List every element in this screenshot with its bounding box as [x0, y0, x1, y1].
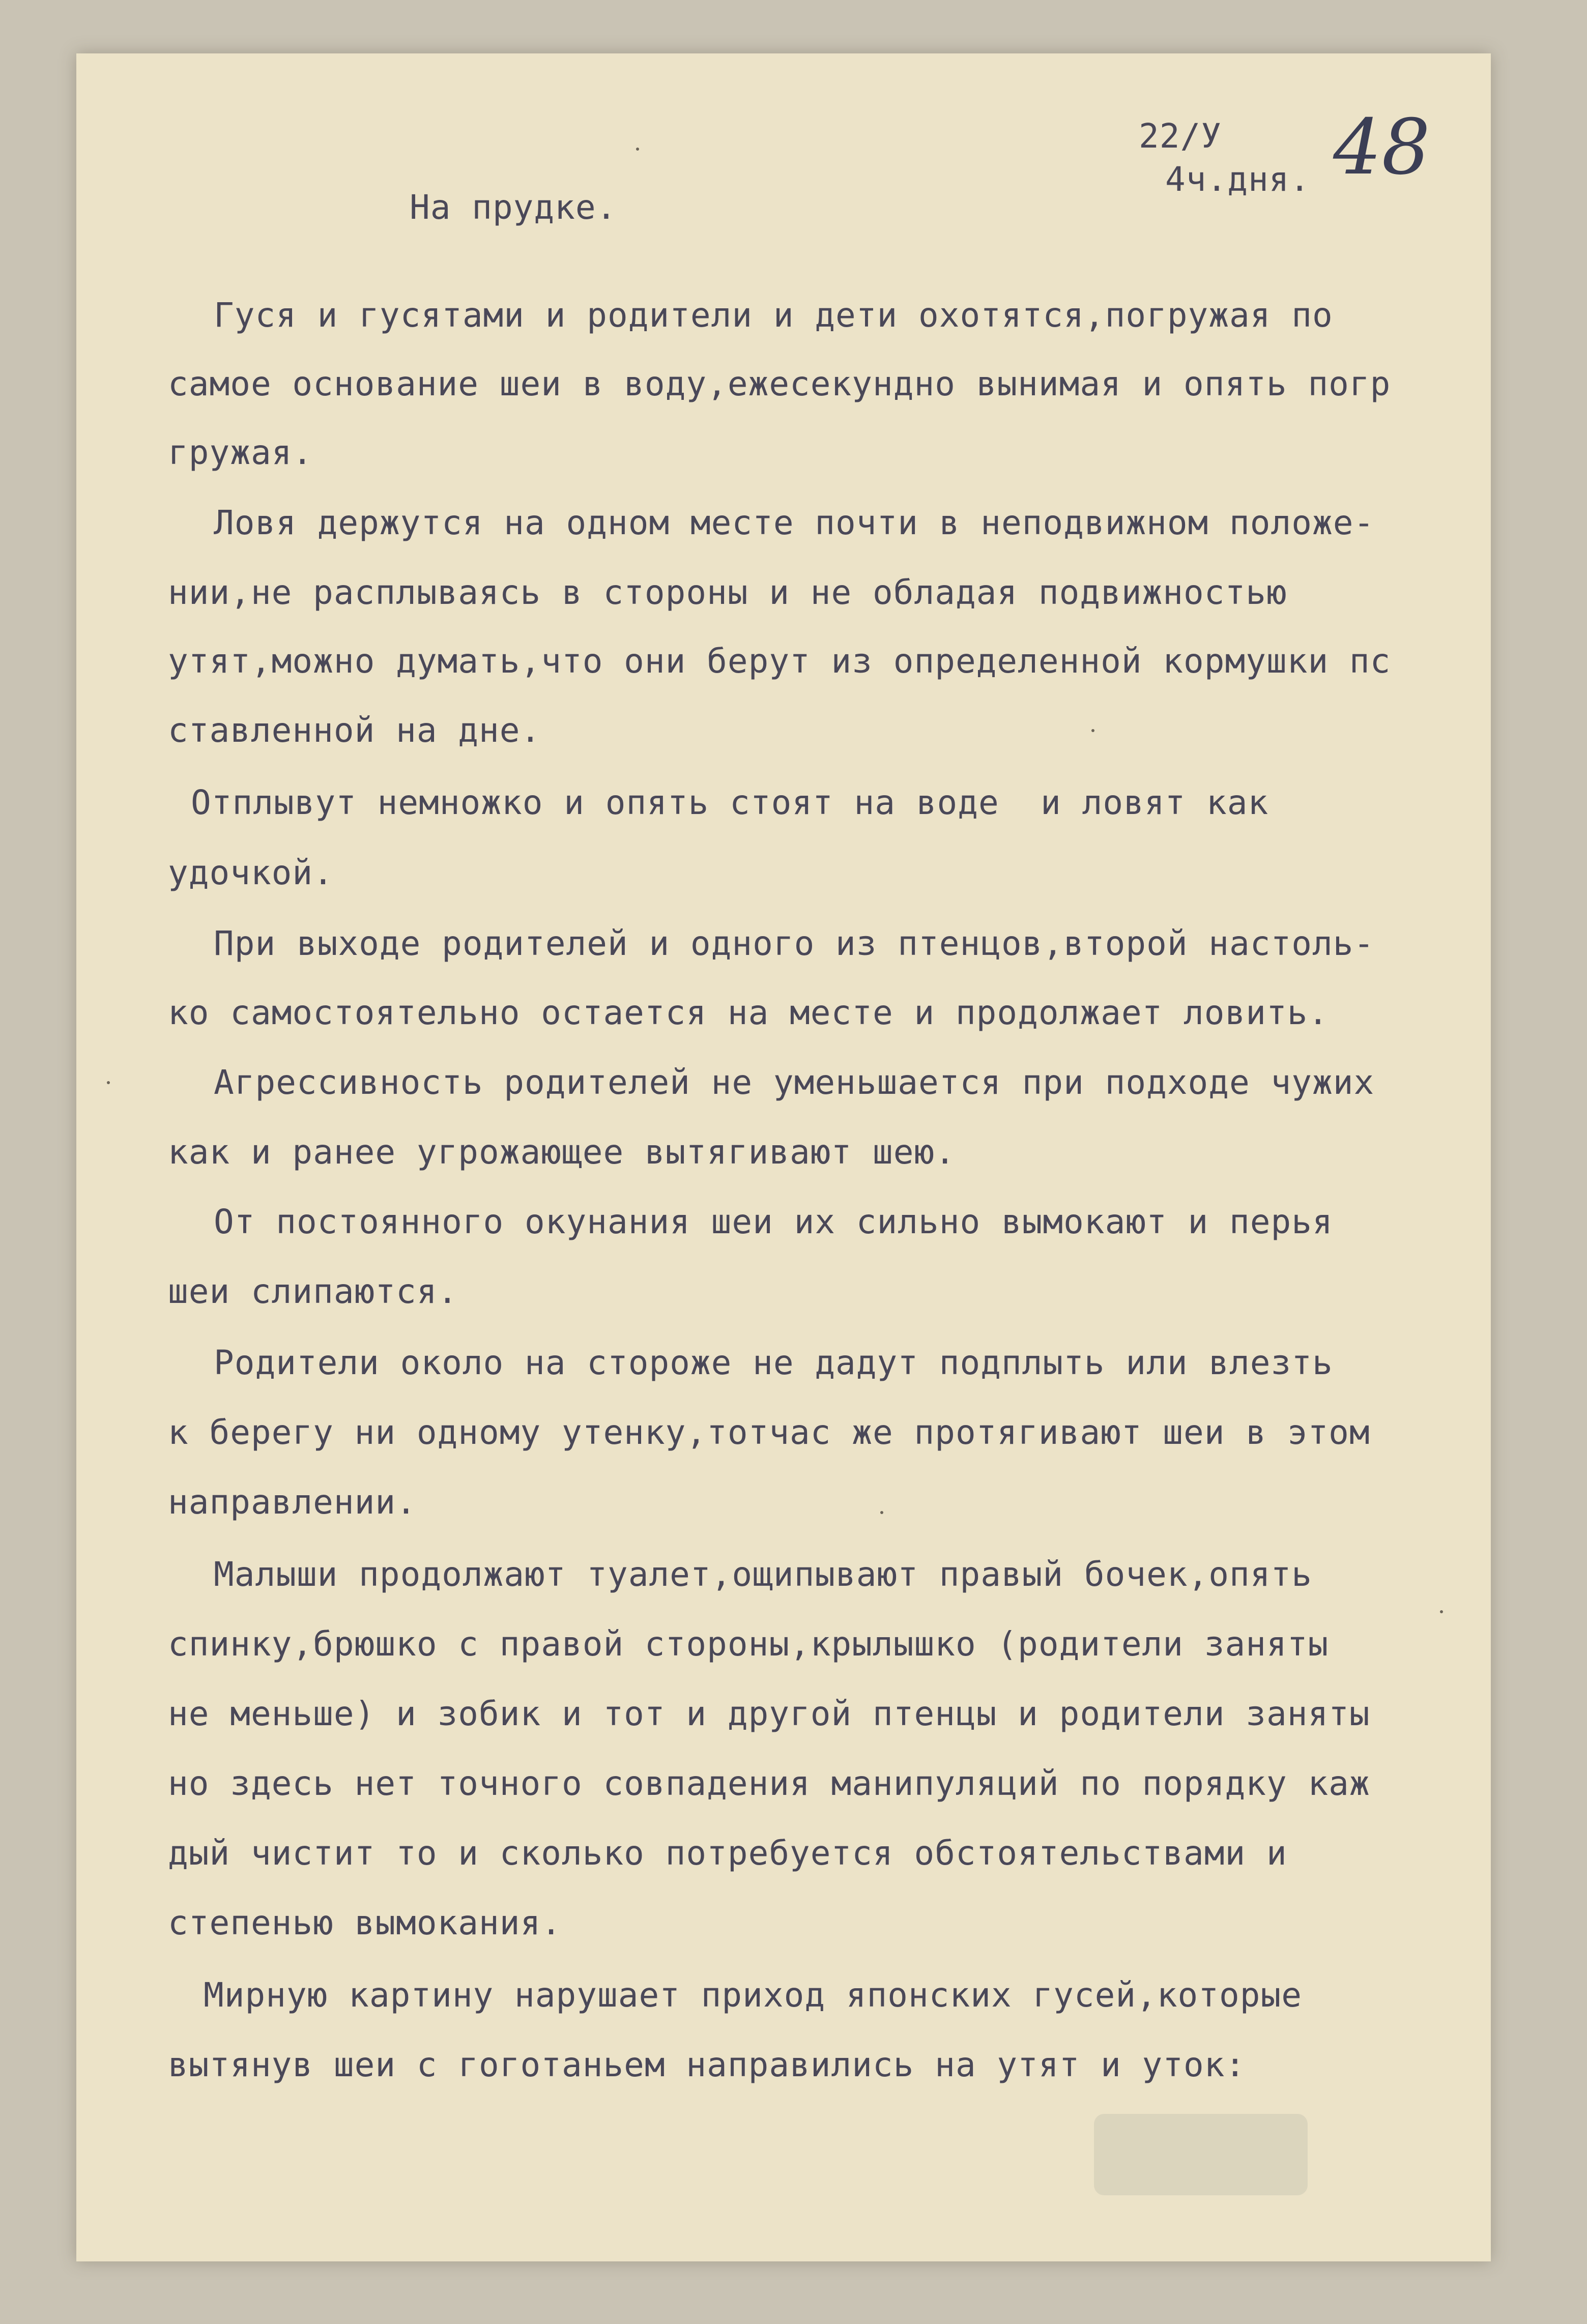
text-line: дый чистит то и сколько потребуется обстоятельствами и	[168, 1834, 1287, 1873]
text-line: вытянув шеи с гоготаньем направились на утят и уток:	[168, 2045, 1246, 2084]
text-line: Малыши продолжают туалет,ощипывают правый бочек,опять	[214, 1555, 1312, 1594]
date-mark: 22/У	[1139, 117, 1222, 156]
text-line: шеи слипаются.	[168, 1272, 458, 1311]
text-line: удочкой.	[168, 853, 334, 892]
page-title: На прудке.	[410, 188, 617, 227]
text-line: гружая.	[168, 433, 313, 472]
text-line: степенью вымокания.	[168, 1903, 562, 1942]
text-line: Мирную картину нарушает приход японских гусей,которые	[204, 1976, 1302, 2015]
text-line: самое основание шеи в воду,ежесекундно вынимая и опять погр	[168, 364, 1391, 403]
text-line: но здесь нет точного совпадения манипуляций по порядку каж	[168, 1764, 1370, 1803]
text-line: Агрессивность родителей не уменьшается при подходе чужих	[214, 1063, 1375, 1102]
text-line: ко самостоятельно остается на месте и продолжает ловить.	[168, 993, 1329, 1032]
text-line: Ловя держутся на одном месте почти в неподвижном положе-	[214, 503, 1375, 542]
folio-number: 48	[1333, 103, 1430, 192]
text-line: направлении.	[168, 1483, 417, 1522]
text-line: От постоянного окунания шеи их сильно вымокают и перья	[214, 1202, 1333, 1241]
ink-speck	[880, 1511, 883, 1514]
text-line: к берегу ни одному утенку,тотчас же протягивают шеи в этом	[168, 1413, 1370, 1452]
document-page	[76, 53, 1491, 2261]
text-line: Гуся и гусятами и родители и дети охотятся,погружая по	[214, 296, 1333, 335]
text-line: не меньше) и зобик и тот и другой птенцы и родители заняты	[168, 1694, 1370, 1733]
text-line: как и ранее угрожающее вытягивают шею.	[168, 1132, 956, 1172]
text-line: Родители около на стороже не дадут подплыть или влезть	[214, 1343, 1333, 1382]
ink-speck	[107, 1081, 110, 1084]
text-line: утят,можно думать,что они берут из определенной кормушки пс	[168, 642, 1391, 681]
text-line: спинку,брюшко с правой стороны,крылышко (родители заняты	[168, 1624, 1329, 1664]
ink-speck	[1091, 729, 1094, 732]
paper-stain	[1094, 2114, 1308, 2195]
time-mark: 4ч.дня.	[1165, 160, 1311, 199]
ink-speck	[636, 148, 639, 151]
text-line: Отплывут немножко и опять стоят на воде и ловят как	[191, 783, 1269, 822]
text-line: ставленной на дне.	[168, 711, 541, 750]
text-line: При выходе родителей и одного из птенцов,второй настоль-	[214, 924, 1375, 963]
text-line: нии,не расплываясь в стороны и не обладая подвижностью	[168, 573, 1287, 612]
ink-speck	[1440, 1610, 1443, 1613]
